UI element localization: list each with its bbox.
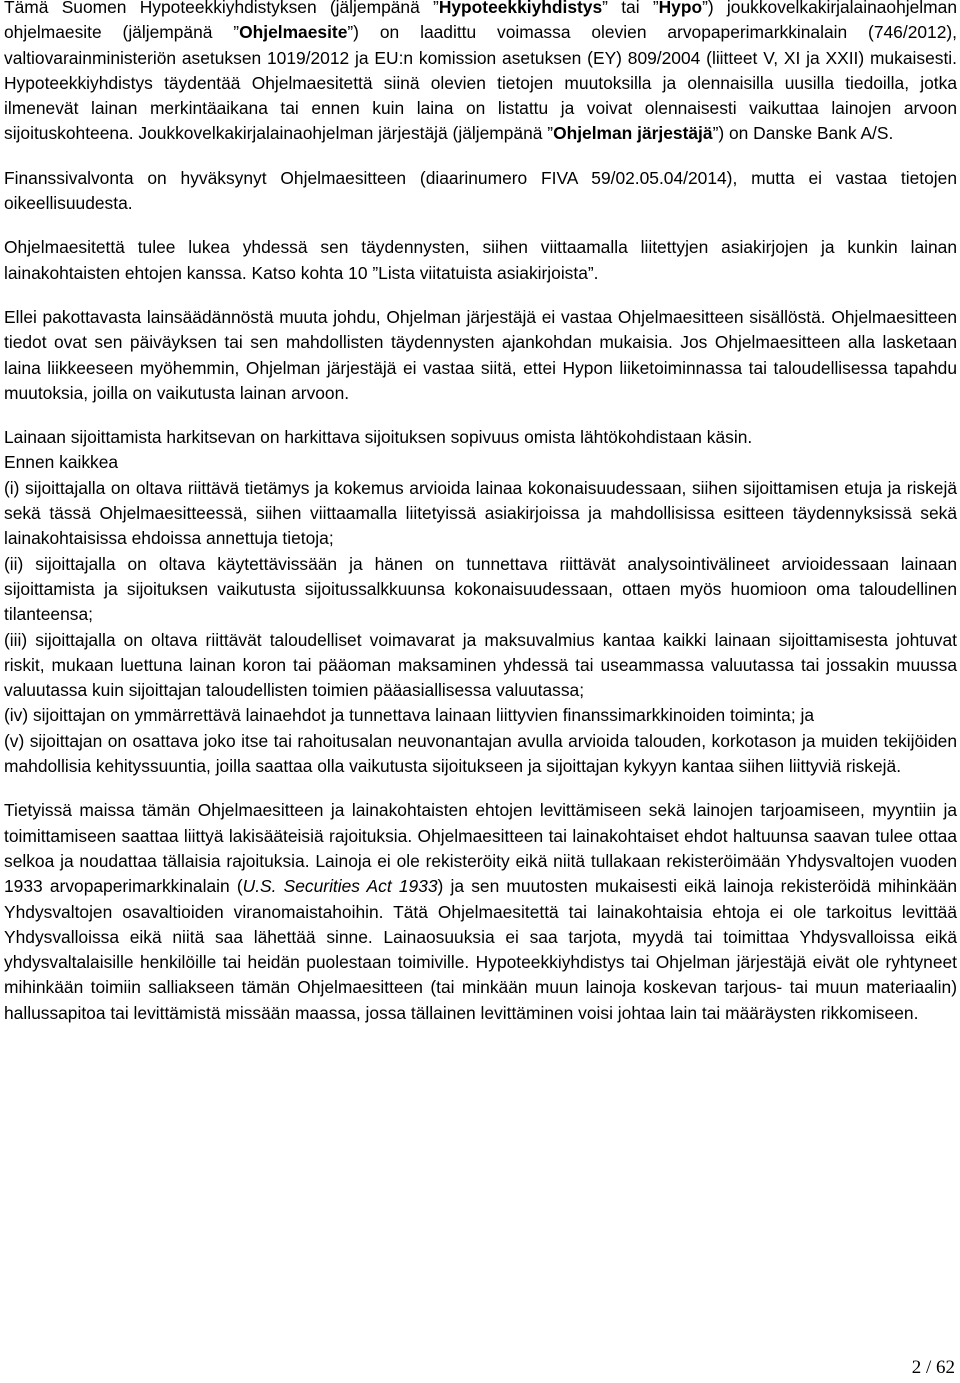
list-item-ii (4, 552, 957, 628)
intro-paragraph (4, 0, 957, 147)
text-run: (v) sijoittajan on osattava joko itse tai rahoitusalan neuvonantajan avulla arvioida talouden, korkotason ja muiden tekijöiden mahdollisia kehityssuuntia, joilla saattaa olla vaikutusta sijoitukseen ja sijoittajan kykyyn kantaa siihen liittyviä riskejä. (4, 730, 957, 777)
text-run: (i) sijoittajalla on oltava riittävä tietämys ja kokemus arvioida lainaa kokonaisuudessaan, siihen sijoittamisen etuja ja riskejä sekä tässä Ohjelmaesitteessä, siihen viittaamalla liitetyissä asiakirjoissa ja mahdollisissa esitteen täydennyksissä sekä lainakohtaisissa ehdoissa annettuja tietoja; (4, 477, 957, 549)
text-run: ) ja sen muutosten mukaisesti eikä lainoja rekisteröidä mihinkään Yhdysvaltojen osavaltioiden viranomaistahoihin. Tätä Ohjelmaesitettä tai lainakohtaisia ehtoja ei ole tarkoitus levittää Yhdysvalloissa eikä niitä saa lähettää sinne. Lainaosuuksia ei saa tarjota, myydä tai toimittaa Yhdysvalloissa eikä yhdysvaltalaisille henkilöille tai heidän puolestaan toimiville. Hypoteekkiyhdistys tai Ohjelman järjestäjä eivät ole ryhtyneet mihinkään toimiin salliakseen tämän Ohjelmaesitteen (tai minkään muun lainoja koskevan tarjous- tai muun materiaalin) hallussapitoa tai levittämistä missään maassa, jossa tällainen levittäminen voisi johtaa lain tai määräysten rikkomiseen. (4, 876, 958, 1023)
text-run: ”) joukkovelkakirjalainaohjelman ohjelmaesite (jäljempänä ” (4, 0, 957, 43)
suitability-paragraph (4, 425, 957, 450)
text-run: ” tai ” (602, 0, 659, 17)
text-run: (iv) sijoittajan on ymmärrettävä lainaehdot ja tunnettava lainaan liittyvien finanssimarkkinoiden toiminta; ja (4, 705, 815, 726)
text-run: Lainaan sijoittamista harkitsevan on harkittava sijoituksen sopivuus omista lähtökohdistaan käsin. (4, 427, 753, 448)
defined-term: Hypoteekkiyhdistys (438, 0, 603, 17)
restrictions-paragraph (4, 798, 957, 1026)
italic-text: U.S. Securities Act 1933 (242, 876, 438, 897)
text-run: Ohjelmaesitettä tulee lukea yhdessä sen täydennysten, siihen viittaamalla liitettyjen asiakirjojen ja kunkin lainan lainakohtaisten ehtojen kanssa. Katso kohta 10 ”Lista viitatuista asiakirjoista”. (4, 237, 957, 283)
text-run: Tämä Suomen Hypoteekkiyhdistyksen (jäljempänä ” (4, 0, 439, 17)
text-run: (iii) sijoittajalla on oltava riittävät taloudelliset voimavarat ja maksuvalmius kantaa kaikki lainaan sijoittamisesta johtuvat riskit, mukaan luettuna lainan koron tai pääoman maksaminen yhdessä tai useammassa valuutassa tai jossakin muussa valuutassa kuin sijoittajan taloudellisten toimien pääasiallisessa valuutassa; (4, 629, 957, 701)
liability-paragraph (4, 305, 957, 406)
list-item-iii (4, 628, 957, 704)
reading-instructions-paragraph (4, 235, 957, 286)
text-run: Ennen kaikkea (4, 452, 119, 473)
list-item-i (4, 476, 957, 552)
suitability-intro-line (4, 450, 957, 475)
page-number: 2 / 62 (911, 1357, 955, 1378)
list-item-iv (4, 703, 957, 728)
defined-term: Hypo (658, 0, 703, 17)
list-item-v (4, 729, 957, 780)
text-run: (ii) sijoittajalla on oltava käytettävissään ja hänen on tunnettava riittävät analysointivälineet arvioidessaan lainaan sijoittamista ja sijoituksen vaikutusta sijoitussalkkuunsa kokonaisuudessaan, ottaen myös huomioon oma taloudellinen tilanteensa; (4, 553, 957, 625)
text-run: Ellei pakottavasta lainsäädännöstä muuta johdu, Ohjelman järjestäjä ei vastaa Ohjelmaesitteen sisällöstä. Ohjelmaesitteen tiedot ovat sen päiväyksen tai sen mahdollisten täydennysten ajankohdan mukaisia. Jos Ohjelmaesitteen alla lasketaan laina liikkeeseen myöhemmin, Ohjelman järjestäjä ei vastaa siitä, ettei Hypon liiketoiminnassa tai taloudellisessa tapahdu muutoksia, joilla on vaikutusta lainan arvoon. (4, 306, 957, 403)
text-run: ”) on Danske Bank A/S. (712, 123, 894, 144)
text-run: Finanssivalvonta on hyväksynyt Ohjelmaesitteen (diaarinumero FIVA 59/02.05.04/2014), mutta ei vastaa tietojen oikeellisuudesta. (4, 167, 957, 214)
text-run: Tietyissä maissa tämän Ohjelmaesitteen ja lainakohtaisten ehtojen levittämiseen sekä lainojen tarjoamiseen, myyntiin ja toimittamiseen saattaa liittyä lakisääteisiä rajoituksia. Ohjelmaesitteen tai lainakohtaiset ehdot haltuunsa saavan tulee ottaa selkoa ja noudattaa tällaisia rajoituksia. Lainoja ei ole rekisteröity eikä niitä tullakaan rekisteröimään Yhdysvaltojen vuoden 1933 arvopaperimarkkinalain ( (4, 800, 957, 897)
text-run: ”) on laadittu voimassa olevien arvopaperimarkkinalain (746/2012), valtiovarainministeriön asetuksen 1019/2012 ja EU:n komission asetuksen (EY) 809/2004 (liitteet V, XI ja XXII) mukaisesti. Hypoteekkiyhdistys täydentää Ohjelmaesitettä siinä olevien tietojen muutoksilla ja olennaisilla uusilla tiedoilla, jotka ilmenevät lainan merkintäaikana tai ennen kuin laina on listattu ja voivat olennaisesti vaikuttaa lainojen arvoon sijoituskohteena. Joukkovelkakirjalainaohjelman järjestäjä (jäljempänä ” (4, 22, 957, 144)
approval-paragraph (4, 166, 957, 217)
document-page (4, 0, 957, 1045)
defined-term: Ohjelman järjestäjä (553, 123, 713, 144)
defined-term: Ohjelmaesite (239, 22, 348, 43)
